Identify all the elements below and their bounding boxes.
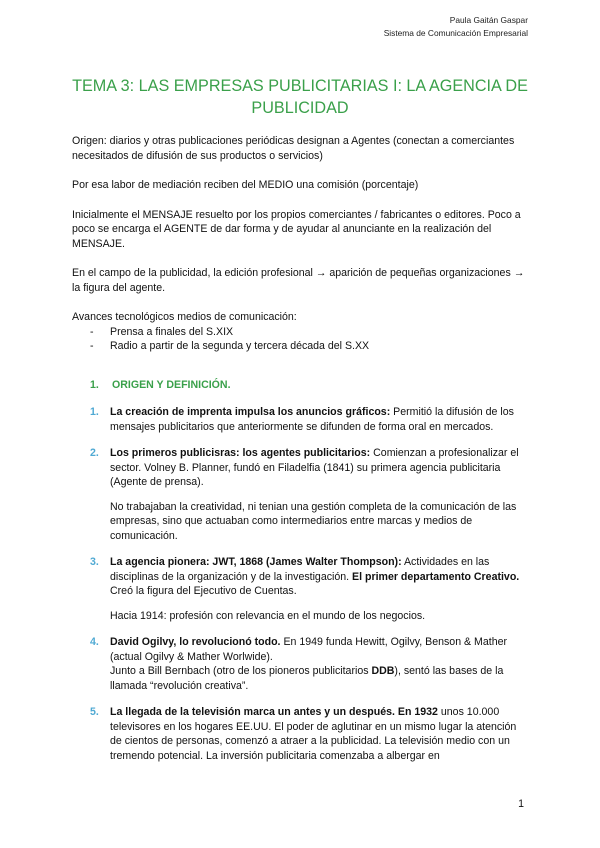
item-number: 3.	[90, 556, 99, 568]
item-bold-lead: La llegada de la televisión marca un antes y un después. En 1932	[110, 706, 438, 718]
item-number: 2.	[90, 447, 99, 459]
header-author: Paula Gaitán Gaspar	[449, 15, 528, 25]
history-item-ogilvy	[72, 635, 530, 693]
header-course: Sistema de Comunicación Empresarial	[383, 28, 528, 38]
intro-paragraph-field: En el campo de la publicidad, la edición profesional → aparición de pequeñas organizaciones → la figura del agente.	[72, 267, 525, 294]
intro-paragraph-commission: Por esa labor de mediación reciben del MEDIO una comisión (porcentaje)	[72, 179, 419, 191]
item-subparagraph: No trabajaban la creatividad, ni tenian una gestión completa de la comunicación de las empresas, sino que actuaban como intermediarios entre marcas y medios de comunicación.	[110, 500, 517, 542]
section-title: ORIGEN Y DEFINICIÓN.	[112, 378, 231, 391]
item-text-line2	[110, 664, 530, 693]
item-body: Actividades en las disciplinas de la organización y de la investigación.	[110, 556, 490, 583]
item-bold-inline: DDB	[371, 665, 395, 677]
history-item-jwt	[72, 555, 530, 623]
list-item: - Prensa a finales del S.XIX	[72, 325, 530, 340]
item-body: En 1949 funda Hewitt, Ogilvy, Benson & Mather (actual Ogilvy & Mather Worlwide).	[110, 636, 508, 663]
history-item-agentes	[72, 446, 530, 543]
page-header	[384, 14, 528, 40]
item-text	[110, 705, 530, 763]
item-bold-lead: La creación de imprenta impulsa los anuncios gráficos:	[110, 406, 391, 418]
item-text	[110, 635, 530, 664]
item-text	[110, 555, 530, 599]
item-bold-inline: El primer departamento Creativo.	[352, 570, 520, 583]
section-number: 1.	[90, 378, 99, 391]
document-body	[72, 134, 530, 775]
intro-paragraph-message: Inicialmente el MENSAJE resuelto por los propios comerciantes / fabricantes o editores. Poco a poco se encarga el AGENTE de dar forma y de ayudar al anunciante en la realización del MENSAJE.	[72, 208, 521, 250]
intro-paragraph-origin: Origen: diarios y otras publicaciones periódicas designan a Agentes (conectan a comerciantes necesitados de difusión de sus productos o servicios)	[72, 135, 515, 162]
page-number: 1	[518, 798, 524, 810]
history-item-imprenta	[72, 405, 530, 434]
item-bold-lead: La agencia pionera: JWT, 1868 (James Walter Thompson):	[110, 556, 402, 568]
item-body: Junto a Bill Bernbach (otro de los pioneros publicitarios	[110, 665, 372, 677]
item-subparagraph: Hacia 1914: profesión con relevancia en el mundo de los negocios.	[110, 609, 426, 622]
list-item: - Radio a partir de la segunda y tercera década del S.XX	[72, 339, 530, 354]
history-list	[72, 405, 530, 763]
item-body: Comienzan a profesionalizar el sector. Volney B. Planner, fundó en Filadelfia (1841) su primera agencia publicitaria (Agente de prensa).	[110, 447, 519, 488]
page-title: TEMA 3: LAS EMPRESAS PUBLICITARIAS I: LA AGENCIA DE PUBLICIDAD	[72, 77, 528, 117]
advances-list	[72, 325, 530, 354]
item-number: 5.	[90, 706, 99, 718]
item-body: unos 10.000 televisores en los hogares EE.UU. El poder de aglutinar en un mismo lugar la atención de cientos de personas, comenzó a atraer a la publicidad. La televisión medio con un tremendo potencial. La inversión publicitaria comenzaba a albergar en	[110, 706, 517, 762]
advances-lead: Avances tecnológicos medios de comunicación:	[72, 311, 297, 323]
item-bold-lead: David Ogilvy, lo revolucionó todo.	[110, 636, 281, 648]
item-text	[110, 446, 530, 490]
item-body-tail: ), sentó las bases de la llamada “revolución creativa”.	[110, 665, 504, 692]
history-item-television	[72, 705, 530, 763]
item-text	[110, 405, 530, 434]
item-number: 4.	[90, 636, 99, 648]
item-body-tail: Creó la figura del Ejecutivo de Cuentas.	[110, 585, 297, 597]
item-bold-lead: Los primeros publicisras: los agentes publicitarios:	[110, 447, 371, 459]
item-number: 1.	[90, 406, 99, 418]
item-body: Permitió la difusión de los mensajes publicitarios que anteriormente se difunden de forma oral en mercados.	[110, 406, 514, 433]
section-heading	[72, 378, 530, 393]
